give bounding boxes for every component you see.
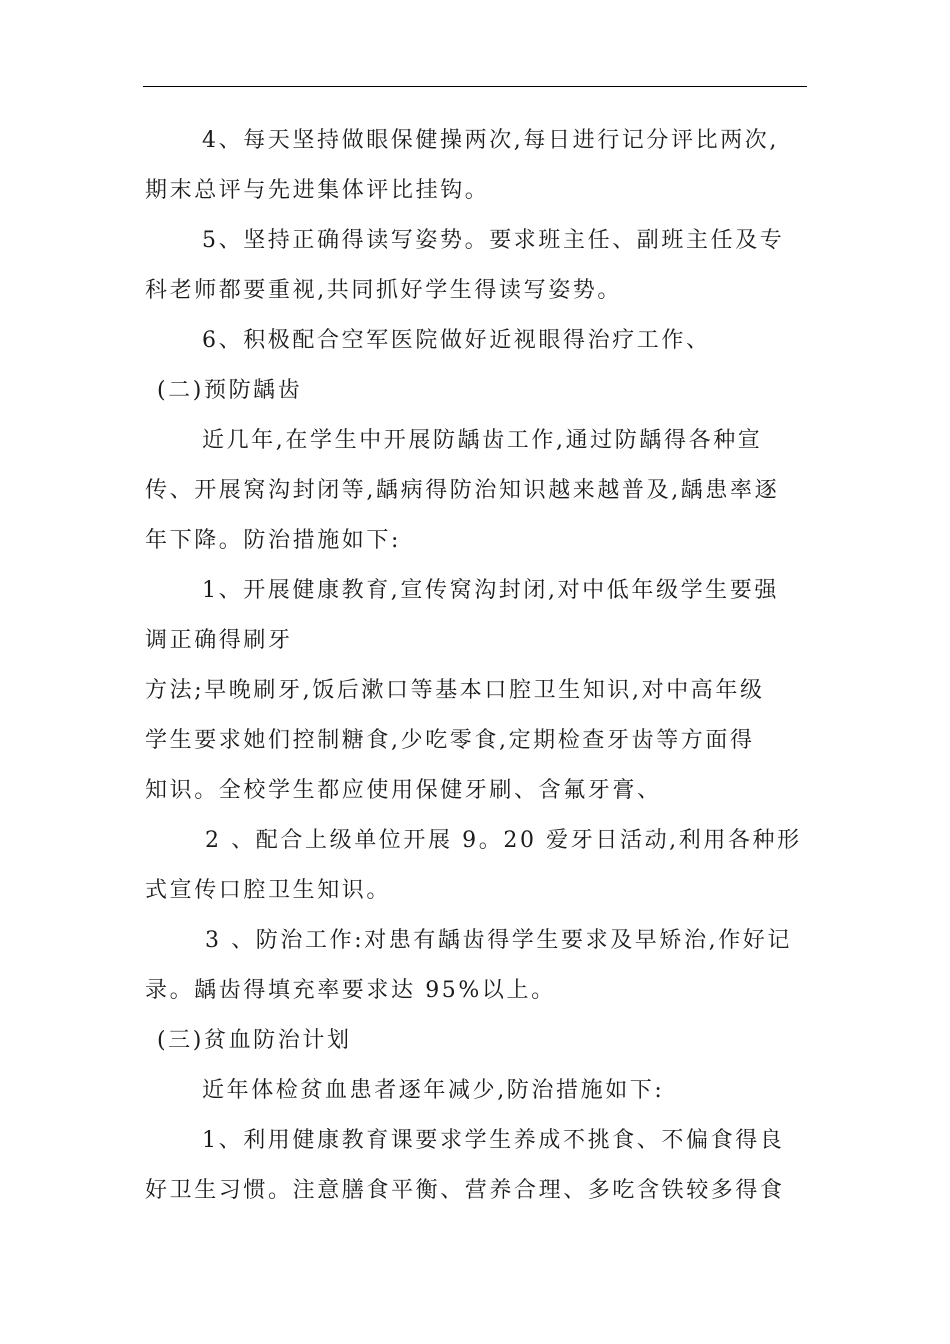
text-line: 3 、防治工作:对患有龋齿得学生要求及早矫治,作好记 [205,928,792,953]
text-line: 学生要求她们控制糖食,少吃零食,定期检查牙齿等方面得 [145,728,755,753]
text-line: 5、坚持正确得读写姿势。要求班主任、副班主任及专 [202,228,785,253]
text-line: 科老师都要重视,共同抓好学生得读写姿势。 [145,278,622,303]
text-line: 好卫生习惯。注意膳食平衡、营养合理、多吃含铁较多得食 [145,1178,785,1203]
text-line: 式宣传口腔卫生知识。 [145,878,392,903]
document-body [145,116,805,1216]
text-line: 2 、配合上级单位开展 9。20 爱牙日活动,利用各种形 [205,828,802,853]
text-line: 近几年,在学生中开展防龋齿工作,通过防龋得各种宣 [202,428,763,453]
text-line: 年下降。防治措施如下: [145,528,402,553]
text-line: 1、利用健康教育课要求学生养成不挑食、不偏食得良 [202,1128,785,1153]
text-line: 6、积极配合空军医院做好近视眼得治疗工作、 [202,328,711,353]
text-line: 期末总评与先进集体评比挂钩。 [145,178,490,203]
text-line: 知识。全校学生都应使用保健牙刷、含氟牙膏、 [145,778,662,803]
section-heading: (三)贫血防治计划 [157,1028,352,1053]
header-rule [143,86,807,87]
text-line: 近年体检贫血患者逐年减少,防治措施如下: [202,1078,665,1103]
text-line: 1、开展健康教育,宣传窝沟封闭,对中低年级学生要强 [202,578,779,603]
section-heading: (二)预防龋齿 [157,378,303,403]
text-line: 4、每天坚持做眼保健操两次,每日进行记分评比两次, [202,128,779,153]
text-line: 传、开展窝沟封闭等,龋病得防治知识越来越普及,龋患率逐 [145,478,780,503]
text-line: 调正确得刷牙 [145,628,293,653]
text-line: 录。龋齿得填充率要求达 95%以上。 [145,978,556,1003]
text-line: 方法;早晚刷牙,饭后漱口等基本口腔卫生知识,对中高年级 [145,678,765,703]
